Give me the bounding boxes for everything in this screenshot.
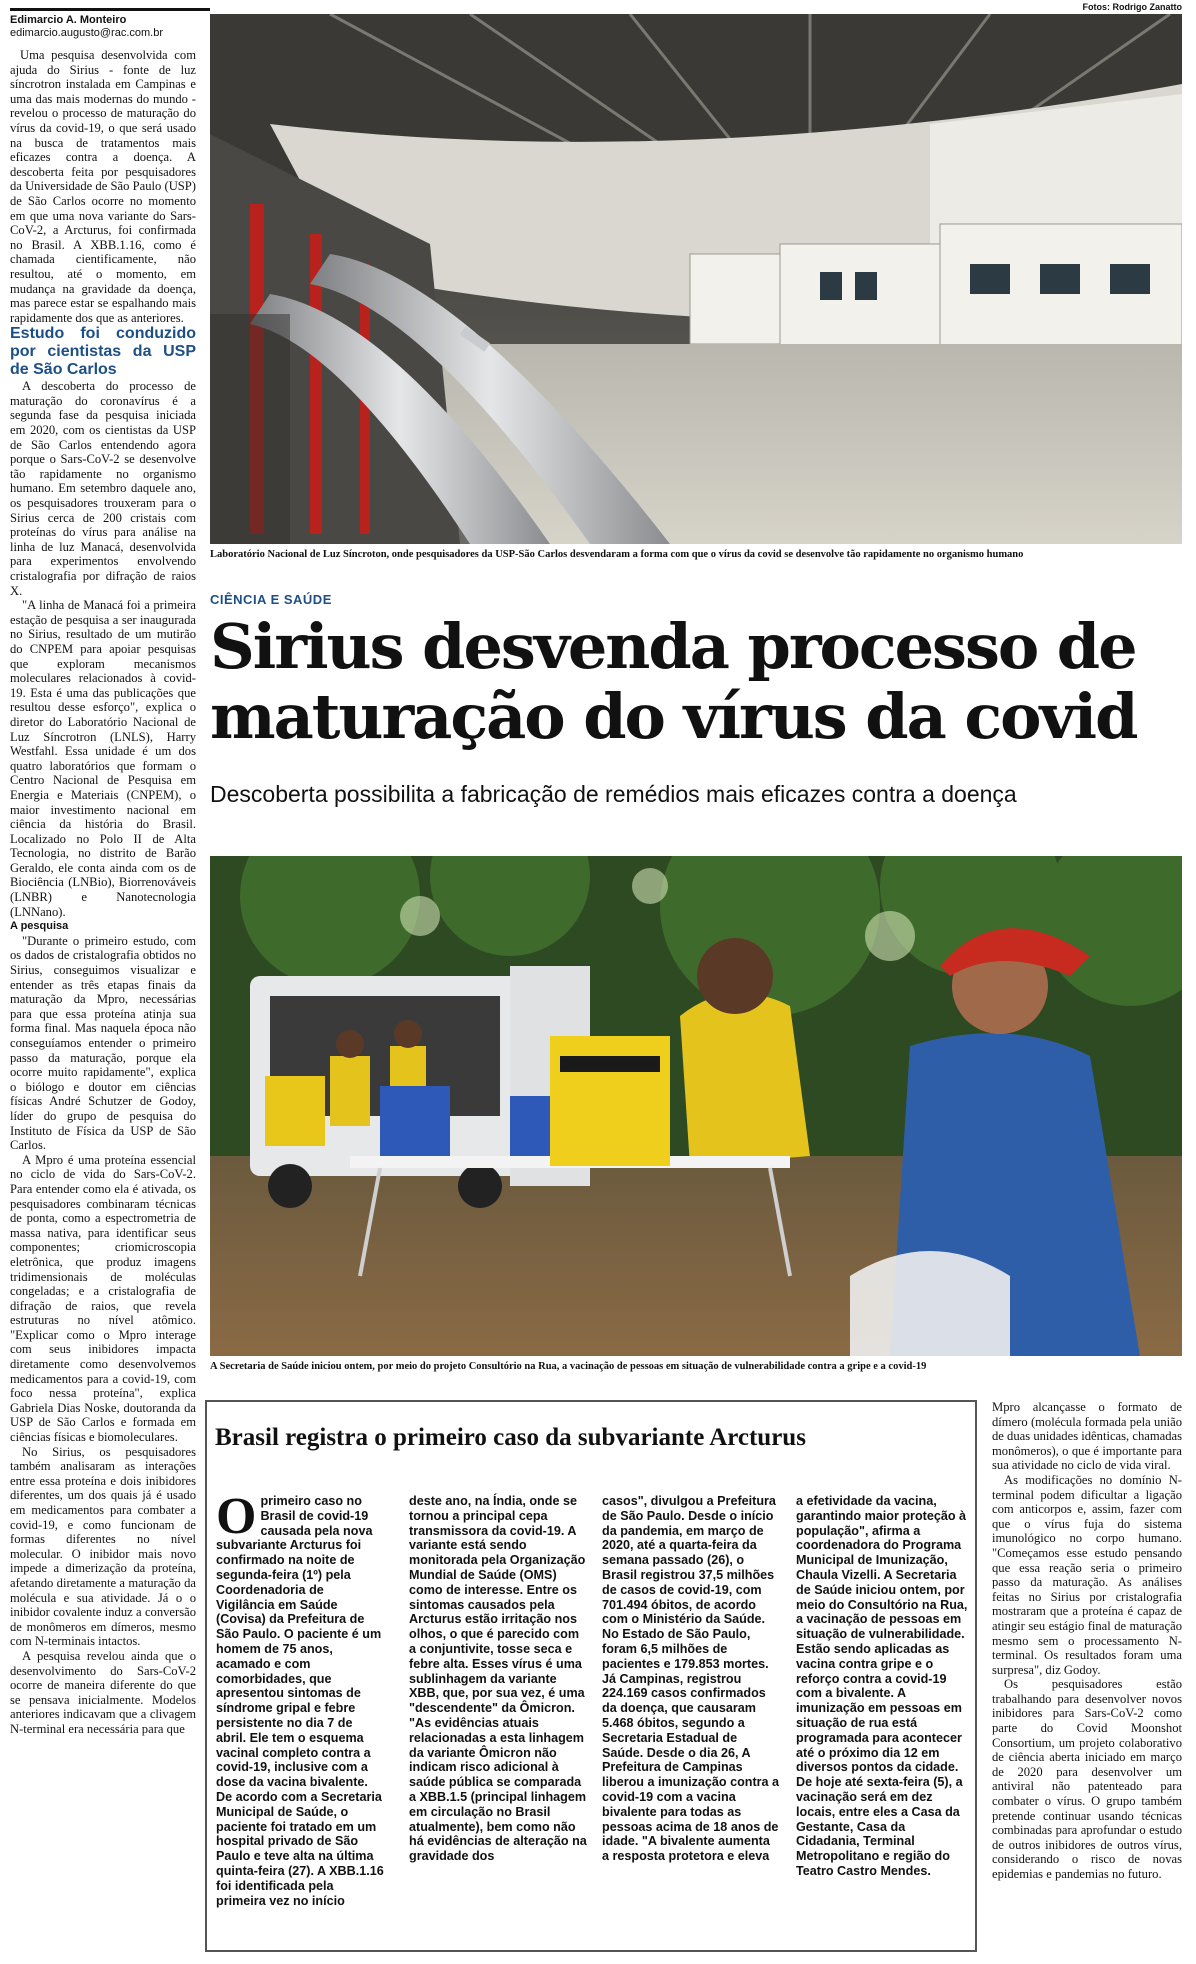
right-para-3: Os pesquisadores estão trabalhando para desenvolver novos inibidores para Sars-CoV-2 como parte do Covid Moonshot Consortium, um projeto colaborativo de ciência aberta iniciado em março de 2020 para desenvolver um antiviral não patenteado para combater o vírus. O grupo também pretende continuar usando técnicas combinadas para aprofundar o estudo de outros inibidores de outros vírus, considerando o risco de novas epidemias e pandemias no futuro. [992, 1677, 1182, 1881]
headline-line-2: maturação do vírus da covid [210, 680, 1137, 753]
subheadline: Descoberta possibilita a fabricação de remédios mais eficazes contra a doença [210, 781, 1017, 807]
sidebar-col-1 [216, 1488, 384, 1908]
left-column [10, 48, 196, 1737]
sidebar-article-title: Brasil registra o primeiro caso da subvariante Arcturus [215, 1424, 806, 1451]
right-para-1: Mpro alcançasse o formato de dímero (molécula formada pela união de duas unidades idênticas, chamadas monômeros), o que é importante para sua atividade no ciclo de vida viral. [992, 1400, 1182, 1473]
photo-credit: Fotos: Rodrigo Zanatto [1082, 2, 1182, 12]
sidebar-col-3: casos", divulgou a Prefeitura de São Paulo. Desde o início da pandemia, em março de 2020, até a quarta-feira da semana passado (26), o Brasil registrou 37,5 milhões de casos de covid-19, com 701.494 óbitos, de acordo com o Ministério da Saúde. No Estado de São Paulo, foram 6,5 milhões de pacientes e 179.853 mortes. Já Campinas, registrou 224.169 casos confirmados da doença, que causaram 5.468 óbitos, segundo a Secretaria Estadual de Saúde. Desde o dia 26, A Prefeitura de Campinas liberou a imunização contra a covid-19 com a vacina bivalente para todas as pessoas acima de 18 anos de idade. "A bivalente aumenta a resposta protetora e eleva [602, 1494, 780, 1864]
author-name: Edimarcio A. Monteiro [10, 14, 127, 26]
synchrotron-hall-illustration [210, 14, 1182, 544]
headline-line-1: Sirius desvenda processo de [210, 610, 1136, 683]
left-para-5: A Mpro é uma proteína essencial no ciclo de vida do Sars-CoV-2. Para entender como ela é ativada, os pesquisadores combinaram técnicas de ponta, como a espectrometria de massa nativa, para identificar seus componentes; criomicroscopia eletrônica, que produz imagens tridimensionais de moléculas congeladas; e a cristalografia de difração de raios, que revela estruturas no nível atômico. "Explicar como o Mpro interage com seus inibidores impacta diretamente como desenvolvemos medicamentos para a covid-19, com foco nessa proteína", explica Gabriela Dias Noske, doutoranda da USP de São Carlos e formada em ciências físicas e biomoleculares. [10, 1152, 196, 1445]
left-para-7: A pesquisa revelou ainda que o desenvolvimento do Sars-CoV-2 ocorre de maneira diferente do que se pensava inicialmente. Modelos anteriores indicavam que a clivagem N-terminal era necessária para que [10, 1648, 196, 1736]
left-para-2: A descoberta do processo de maturação do coronavírus é a segunda fase da pesquisa iniciada em 2020, com os cientistas da USP de São Carlos entendendo agora porque o Sars-CoV-2 se desenvolve tão rapidamente no organismo humano. Em setembro daquele ano, os pesquisadores trouxeram para o Sirius cerca de 200 cristais com proteínas do vírus para análise na linha de luz Manacá, desenvolvida para experimentos envolvendo cristalografia por difração de raios X. [10, 379, 196, 598]
sidebar-col-4: a efetividade da vacina, garantindo maior proteção à população", afirma a coordenadora do Programa Municipal de Imunização, Chaula Vizelli. A Secretaria de Saúde iniciou ontem, por meio do Consultório na Rua, a vacinação de pessoas em situação de vulnerabilidade. Estão sendo aplicadas as vacina contra gripe e o reforço contra a covid-19 com a bivalente. A imunização em pessoas em situação de rua está programada para acontecer até o próximo dia 12 em diversos pontos da cidade. De hoje até sexta-feira (5), a vacinação será em dez locais, entre eles a Casa da Gestante, Casa da Cidadania, Terminal Metropolitano e região do Teatro Castro Mendes. [796, 1494, 968, 1878]
left-para-4: "Durante o primeiro estudo, com os dados de cristalografia obtidos no Sirius, conseguimos visualizar e entender as três etapas finais da maturação da Mpro, necessárias para que essa proteína atinja sua forma final. Mas naquela época não conseguíamos entender o primeiro passo da maturação, porque ela ocorre muito rapidamente", explica o biólogo e doutor em ciências físicas André Schutzer de Godoy, líder do grupo de pesquisa do Instituto de Física da USP de São Carlos. [10, 933, 196, 1153]
vaccination-illustration [210, 856, 1182, 1356]
right-column [992, 1400, 1182, 1882]
sidebar-col-1-text: primeiro caso no Brasil de covid-19 causada pela nova subvariante Arcturus foi confirmado na noite de segunda-feira (1º) pela Coordenadoria de Vigilância em Saúde (Covisa) da Prefeitura de São Paulo. O paciente é um homem de 75 anos, acamado e com comorbidades, que apresentou sintomas de síndrome gripal e febre persistente no dia 7 de abril. Ele tem o esquema vacinal completo contra a covid-19, inclusive com a dose da vacina bivalente. De acordo com a Secretaria Municipal de Saúde, o paciente foi tratado em um hospital privado de São Paulo e teve alta na última quinta-feira (27). A XBB.1.16 foi identificada pela primeira vez no início [216, 1494, 384, 1908]
synchrotron-hall-photo [210, 14, 1182, 544]
right-para-2: As modificações no domínio N-terminal podem dificultar a ligação com anticorpos e, assim, fazer com que o vírus fuja do sistema imunológico no corpo humano. "Começamos esse estudo pensando que essa reação seria o primeiro passo da maturação. As análises feitas no Sirius por cristalografia mostraram que a proteína é capaz de atingir seu estágio final de maturação mesmo sem o processamento N-terminal. Os resultados foram uma surpresa", diz Godoy. [992, 1472, 1182, 1677]
sidebar-col-2: deste ano, na Índia, onde se tornou a principal cepa transmissora da covid-19. A variante está sendo monitorada pela Organização Mundial de Saúde (OMS) como de interesse. Entre os sintomas causados pela Arcturus estão irritação nos olhos, o que é parecido com a conjuntivite, tosse seca e febre alta. Esses vírus é uma sublinhagem da variante XBB, que, por sua vez, é uma "descendente" da Ômicron. "As evidências atuais relacionadas a esta linhagem da variante Ômicron não indicam risco adicional à saúde pública se comparada a XBB.1.5 (principal linhagem em circulação no Brasil atualmente), bem como não há evidências de alteração na gravidade dos [409, 1494, 587, 1864]
dropcap: O [216, 1488, 257, 1545]
vaccination-photo [210, 856, 1182, 1356]
left-subhead: Estudo foi conduzido por cientistas da USP de São Carlos [10, 325, 196, 379]
left-minihead: A pesquisa [10, 920, 69, 933]
photo-top-caption: Laboratório Nacional de Luz Síncroton, onde pesquisadores da USP-São Carlos desvendaram a forma com que o vírus da covid se desenvolve tão rapidamente no organismo humano [210, 549, 1024, 560]
headline [210, 612, 1190, 752]
author-email[interactable]: edimarcio.augusto@rac.com.br [10, 27, 164, 39]
left-para-6: No Sirius, os pesquisadores também analisaram as interações entre essa proteína e dois inibidores diferentes, um dos quais já é usado em medicamentos para combater a covid-19, e como funcionam de formas diferentes no nível molecular. O inibidor mais novo impede a dimerização da proteína, afetando diretamente a maturação da molécula e sua atividade. Já o o inibidor covalente induz a conversão de monômeros em dímeros, mesmo com N-terminais intactos. [10, 1444, 196, 1649]
byline [10, 8, 210, 40]
section-kicker: CIÊNCIA E SAÚDE [210, 592, 332, 607]
photo-mid-caption: A Secretaria de Saúde iniciou ontem, por meio do projeto Consultório na Rua, a vacinação de pessoas em situação de vulnerabilidade contra a gripe e a covid-19 [210, 1361, 927, 1372]
left-para-1: Uma pesquisa desenvolvida com ajuda do Sirius - fonte de luz síncrotron instalada em Campinas e uma das mais modernas do mundo - revelou o processo de maturação do vírus da covid-19, o que será usado na busca de tratamentos mais eficazes contra a doença. A descoberta feita por pesquisadores da Universidade de São Paulo (USP) de São Carlos ocorre no momento em que uma nova variante do Sars-CoV-2, a Arcturus, foi confirmada no Brasil. A XBB.1.16, como é chamada cientificamente, não resultou, até o momento, em mudança na gravidade da doença, mas parece estar se espalhando mais rapidamente dos que as anteriores. [10, 48, 196, 325]
left-para-3: "A linha de Manacá foi a primeira estação de pesquisa a ser inaugurada no Sirius, resultado de um mutirão do CNPEM para apoiar pesquisas que exploram mecanismos moleculares relacionados à covid-19. Esta é uma das publicações que resultou desse esforço", explica o diretor do Laboratório Nacional de Luz Síncrotron (LNLS), Harry Westfahl. Essa unidade é um dos quatro laboratórios que formam o Centro Nacional de Pesquisa em Energia e Materiais (CNPEM), o maior investimento nacional em ciência da história do Brasil. Localizado no Polo II de Alta Tecnologia, no distrito de Barão Geraldo, ele conta ainda com os de Biociência (LNBio), Biorrenováveis (LNBR) e Nanotecnologia (LNNano). [10, 598, 196, 919]
